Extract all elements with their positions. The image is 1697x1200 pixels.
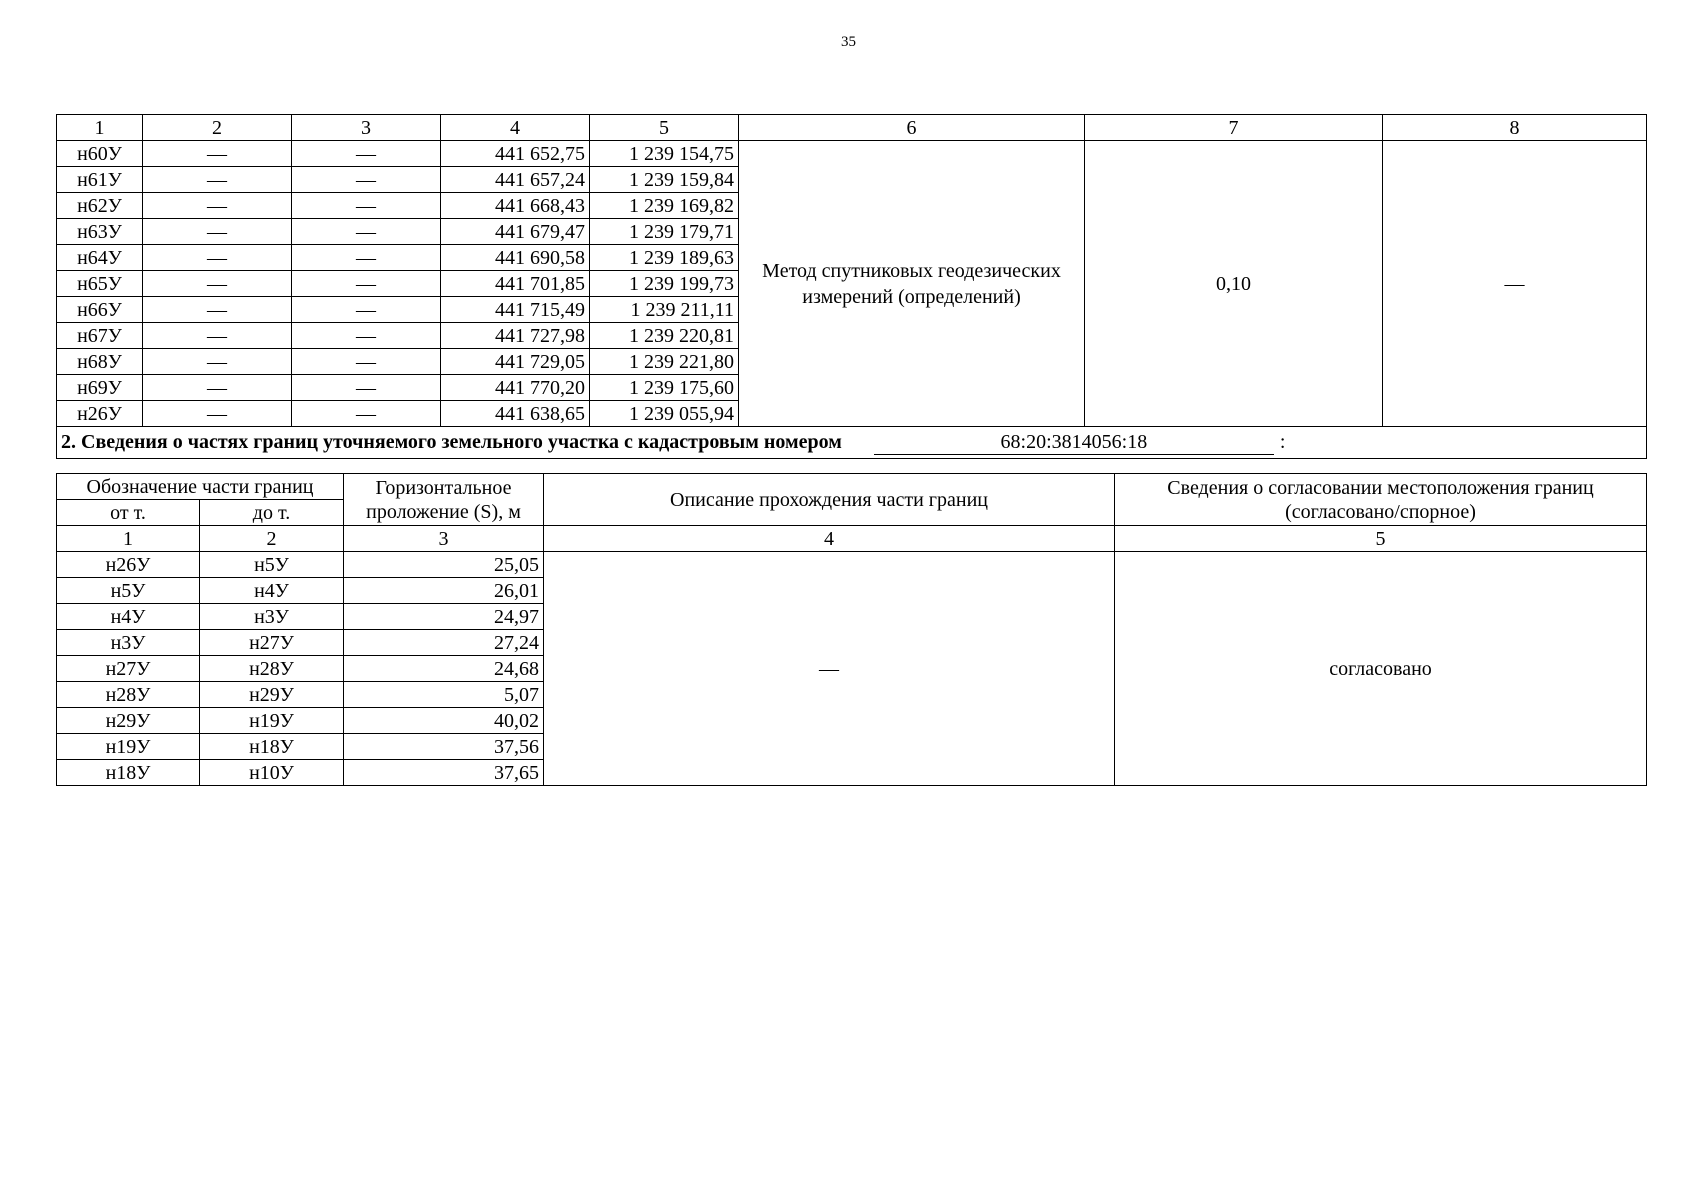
dash-cell: —: [143, 349, 292, 375]
distance-value: 26,01: [344, 578, 544, 604]
col8-cell: —: [1383, 141, 1647, 427]
distance-value: 24,68: [344, 656, 544, 682]
x-coordinate: 441 770,20: [441, 375, 590, 401]
boundary-parts-table: [56, 473, 1647, 786]
point-name: н60У: [57, 141, 143, 167]
y-coordinate: 1 239 199,73: [590, 271, 739, 297]
boundary-part-row: [57, 552, 1647, 578]
point-name: н68У: [57, 349, 143, 375]
page-number: 35: [841, 34, 856, 50]
from-point: н19У: [57, 734, 200, 760]
point-name: н63У: [57, 219, 143, 245]
to-point: н29У: [200, 682, 344, 708]
y-coordinate: 1 239 221,80: [590, 349, 739, 375]
point-name: н65У: [57, 271, 143, 297]
colon-mark: :: [1279, 431, 1286, 453]
from-point: н5У: [57, 578, 200, 604]
to-point: н3У: [200, 604, 344, 630]
x-coordinate: 441 652,75: [441, 141, 590, 167]
from-point: н27У: [57, 656, 200, 682]
dash-cell: —: [292, 401, 441, 427]
to-point: н5У: [200, 552, 344, 578]
dash-cell: —: [292, 271, 441, 297]
description-header: Описание прохождения части границ: [544, 474, 1115, 526]
point-name: н62У: [57, 193, 143, 219]
section-2-title: 2. Сведения о частях границ уточняемого земельного участка с кадастровым номером: [61, 431, 842, 453]
distance-value: 5,07: [344, 682, 544, 708]
from-point: н18У: [57, 760, 200, 786]
to-point: н4У: [200, 578, 344, 604]
distance-header: Горизонтальное проложение (S), м: [344, 474, 544, 526]
dash-cell: —: [292, 141, 441, 167]
to-point: н28У: [200, 656, 344, 682]
x-coordinate: 441 715,49: [441, 297, 590, 323]
column-number: 1: [57, 526, 200, 552]
y-coordinate: 1 239 159,84: [590, 167, 739, 193]
point-name: н69У: [57, 375, 143, 401]
point-name: н66У: [57, 297, 143, 323]
dash-cell: —: [143, 219, 292, 245]
dash-cell: —: [292, 219, 441, 245]
from-point: н28У: [57, 682, 200, 708]
dash-cell: —: [292, 245, 441, 271]
coordinates-header-row: [57, 115, 1647, 141]
dash-cell: —: [143, 167, 292, 193]
from-point: н3У: [57, 630, 200, 656]
section-2-heading: [57, 427, 1647, 459]
distance-value: 37,65: [344, 760, 544, 786]
accuracy-cell: 0,10: [1085, 141, 1383, 427]
x-coordinate: 441 690,58: [441, 245, 590, 271]
coordinate-row: [57, 141, 1647, 167]
column-number: 2: [143, 115, 292, 141]
cadastral-number: 68:20:3814056:18: [874, 430, 1274, 455]
x-coordinate: 441 701,85: [441, 271, 590, 297]
description-cell: —: [544, 552, 1115, 786]
dash-cell: —: [143, 297, 292, 323]
x-coordinate: 441 729,05: [441, 349, 590, 375]
method-cell: Метод спутниковых геодезических измерений (определений): [739, 141, 1085, 427]
to-point: н27У: [200, 630, 344, 656]
agreement-cell: согласовано: [1115, 552, 1647, 786]
parts-column-numbers-row: [57, 526, 1647, 552]
dash-cell: —: [143, 141, 292, 167]
y-coordinate: 1 239 179,71: [590, 219, 739, 245]
parts-header-row: [57, 474, 1647, 500]
point-name: н64У: [57, 245, 143, 271]
point-name: н26У: [57, 401, 143, 427]
to-point: н18У: [200, 734, 344, 760]
column-number: 6: [739, 115, 1085, 141]
agreement-header: Сведения о согласовании местоположения границ (согласовано/спорное): [1115, 474, 1647, 526]
column-number: 8: [1383, 115, 1647, 141]
distance-value: 24,97: [344, 604, 544, 630]
y-coordinate: 1 239 220,81: [590, 323, 739, 349]
column-number: 3: [292, 115, 441, 141]
x-coordinate: 441 679,47: [441, 219, 590, 245]
to-point: н10У: [200, 760, 344, 786]
point-name: н61У: [57, 167, 143, 193]
coordinates-table: [56, 114, 1647, 459]
dash-cell: —: [143, 193, 292, 219]
dash-cell: —: [292, 297, 441, 323]
y-coordinate: 1 239 154,75: [590, 141, 739, 167]
dash-cell: —: [143, 271, 292, 297]
column-number: 7: [1085, 115, 1383, 141]
column-number: 2: [200, 526, 344, 552]
point-name: н67У: [57, 323, 143, 349]
x-coordinate: 441 657,24: [441, 167, 590, 193]
designation-header: Обозначение части границ: [57, 474, 344, 500]
distance-value: 27,24: [344, 630, 544, 656]
y-coordinate: 1 239 169,82: [590, 193, 739, 219]
column-number: 4: [441, 115, 590, 141]
dash-cell: —: [292, 375, 441, 401]
to-point-header: до т.: [200, 500, 344, 526]
distance-value: 37,56: [344, 734, 544, 760]
from-point: н26У: [57, 552, 200, 578]
distance-value: 40,02: [344, 708, 544, 734]
x-coordinate: 441 727,98: [441, 323, 590, 349]
column-number: 5: [590, 115, 739, 141]
y-coordinate: 1 239 211,11: [590, 297, 739, 323]
dash-cell: —: [143, 245, 292, 271]
column-number: 5: [1115, 526, 1647, 552]
from-point-header: от т.: [57, 500, 200, 526]
column-number: 3: [344, 526, 544, 552]
dash-cell: —: [292, 349, 441, 375]
column-number: 1: [57, 115, 143, 141]
dash-cell: —: [292, 323, 441, 349]
from-point: н4У: [57, 604, 200, 630]
y-coordinate: 1 239 189,63: [590, 245, 739, 271]
dash-cell: —: [292, 167, 441, 193]
x-coordinate: 441 638,65: [441, 401, 590, 427]
distance-value: 25,05: [344, 552, 544, 578]
from-point: н29У: [57, 708, 200, 734]
dash-cell: —: [143, 401, 292, 427]
y-coordinate: 1 239 055,94: [590, 401, 739, 427]
section-2-row: [57, 427, 1647, 459]
dash-cell: —: [292, 193, 441, 219]
y-coordinate: 1 239 175,60: [590, 375, 739, 401]
to-point: н19У: [200, 708, 344, 734]
dash-cell: —: [143, 375, 292, 401]
dash-cell: —: [143, 323, 292, 349]
x-coordinate: 441 668,43: [441, 193, 590, 219]
column-number: 4: [544, 526, 1115, 552]
